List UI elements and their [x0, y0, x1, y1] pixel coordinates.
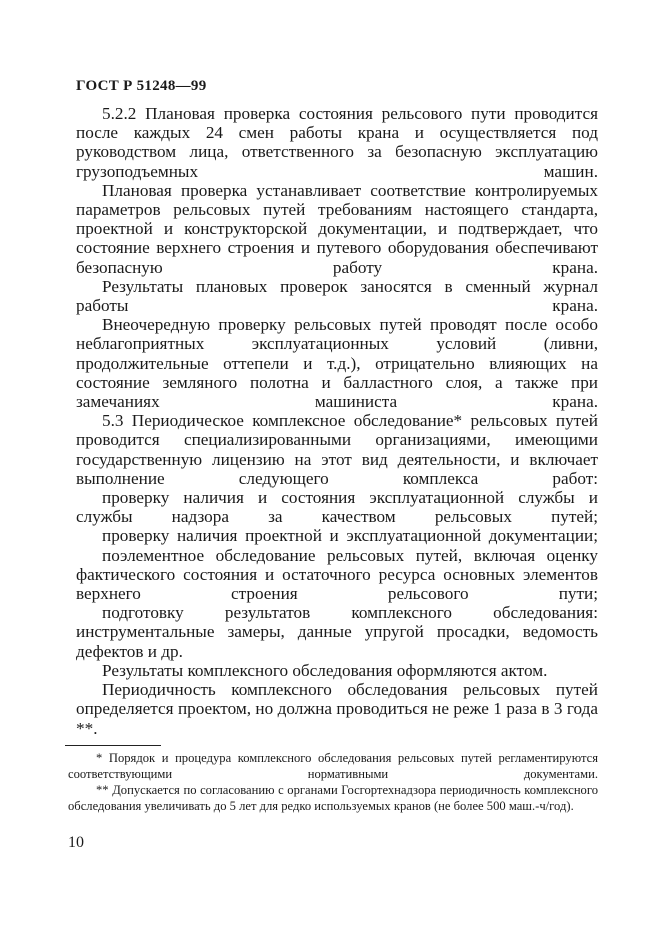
list-item-element-inspection: поэлементное обследование рельсовых путей, включая оценку фактического состояния и остаточного ресурса основных элементов верхнего строения рельсового пути; [76, 545, 598, 604]
list-item-documentation-check: проверку наличия проектной и эксплуатационной документации; [102, 526, 598, 546]
list-item-results-preparation: подготовку результатов комплексного обследования: инструментальные замеры, данные упругой просадки, ведомость дефектов и др. [76, 603, 598, 661]
footnote-divider [65, 745, 161, 746]
list-item-service-check: проверку наличия и состояния эксплуатационной службы и службы надзора за качеством рельсовых путей; [76, 488, 598, 527]
document-header: ГОСТ Р 51248—99 [76, 78, 207, 94]
paragraph-planned-check-scope: Плановая проверка устанавливает соответствие контролируемых параметров рельсовых путей требованиям настоящего стандарта, проектной и конструкторской документации, и подтверждает, что состояние верхнего строения и путевого оборудования обеспечивают безопасную работу крана. [76, 180, 598, 277]
paragraph-periodicity: Периодичность комплексного обследования рельсовых путей определяется проектом, но должна проводиться не реже 1 раза в 3 года **. [76, 680, 598, 738]
footnotes [68, 750, 598, 814]
footnote-1: * Порядок и процедура комплексного обследования рельсовых путей регламентируются соответствующими нормативными документами. [68, 751, 598, 781]
body-text [76, 104, 598, 738]
paragraph-5-2-2: 5.2.2 Плановая проверка состояния рельсового пути проводится после каждых 24 смен работы крана и осуществляется под руководством лица, ответственного за безопасную эксплуатацию грузоподъемных машин. [76, 104, 598, 181]
paragraph-planned-check-results: Результаты плановых проверок заносятся в сменный журнал работы крана. [76, 276, 598, 316]
paragraph-act: Результаты комплексного обследования оформляются актом. [102, 660, 548, 680]
page-number: 10 [68, 834, 84, 851]
paragraph-5-3: 5.3 Периодическое комплексное обследование* рельсовых путей проводится специализированными организациями, имеющими государственную лицензию на этот вид деятельности, и включает выполнение следующего комплекса работ: [76, 411, 598, 488]
paragraph-unscheduled-check: Внеочередную проверку рельсовых путей проводят после особо неблагоприятных эксплуатационных условий (ливни, продолжительные оттепели и т.д.), отрицательно влияющих на состояние земляного полотна и балластного слоя, а также при замечаниях машиниста крана. [76, 315, 598, 412]
footnote-2: ** Допускается по согласованию с органами Госгортехнадзора периодичность комплексного обследования увеличивать до 5 лет для редко используемых кранов (не более 500 маш.-ч/год). [68, 783, 598, 813]
